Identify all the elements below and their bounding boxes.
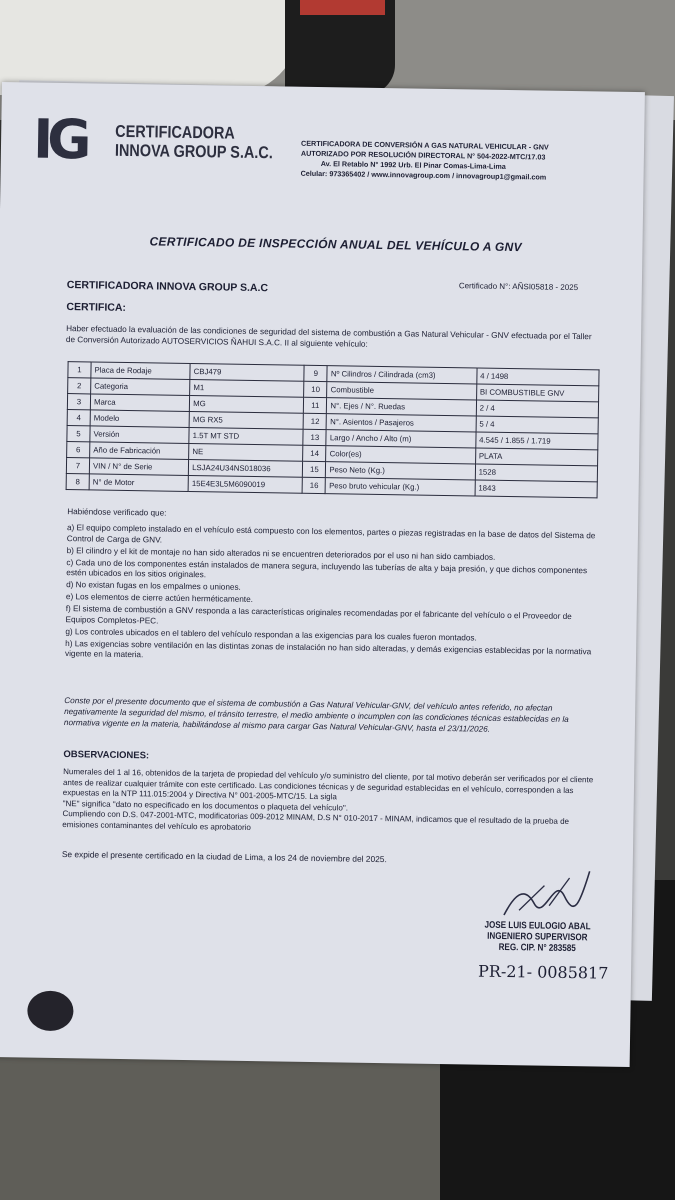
intro-paragraph: Haber efectuado la evaluación de las condiciones de seguridad del sistema de combustión a Gas Natural Vehicular - GNV efectuada por el Taller de Conversión Autorizado AUTOSERVICIOS ÑAHUI S.A.C. II al siguiente vehículo: [65, 324, 592, 349]
field-value: BI COMBUSTIBLE GNV [476, 384, 599, 402]
row-number: 12 [304, 413, 327, 429]
verified-label: Habiéndose verificado que: [67, 507, 167, 518]
field-label: Color(es) [326, 446, 475, 464]
field-value: 2 / 4 [476, 400, 599, 418]
field-value: 4.545 / 1.855 / 1.719 [475, 432, 598, 450]
serial-number: PR-21- 0085817 [477, 961, 609, 983]
field-value: LSJA24U34NS018036 [189, 459, 303, 477]
logo-line-2: INNOVA GROUP S.A.C. [114, 140, 273, 163]
field-value: 5 / 4 [476, 416, 599, 434]
field-value: MG RX5 [189, 411, 303, 429]
punch-hole [27, 991, 74, 1032]
signer-name: JOSE LUIS EULOGIO ABAL [484, 919, 591, 933]
field-value: CBJ479 [190, 363, 304, 381]
list-item: d) No existan fugas en los empalmes o uniones. [66, 580, 241, 592]
row-number: 11 [304, 397, 327, 413]
list-item: h) Las exigencias sobre ventilación en las distintas zonas de instalación no han sido alteradas, y demás exigencias establecidas por la normativa vigente en la materia. [64, 638, 592, 660]
field-label: Nº Cilindros / Cilindrada (cm3) [327, 366, 476, 384]
row-number: 13 [303, 429, 326, 445]
observaciones-heading: OBSERVACIONES: [63, 749, 150, 762]
list-item: f) El sistema de combustión a GNV responda a las características originales recomendadas por el fabricante del vehículo o el Proveedor de Equipos Completos-PEC. [65, 604, 572, 626]
list-item: b) El cilindro y el kit de montaje no han sido alterados ni se encuentren deteriorados por el uso ni han sido cambiados. [66, 545, 496, 562]
field-label: Categoria [91, 378, 190, 396]
field-value: 4 / 1498 [477, 368, 600, 386]
header-block [301, 139, 602, 184]
signer-block [473, 920, 601, 955]
company-name: CERTIFICADORA INNOVA GROUP S.A.C [66, 279, 269, 295]
row-number: 6 [67, 442, 90, 458]
field-label: VIN / N° de Serie [89, 458, 188, 476]
field-label: Versión [90, 426, 189, 444]
signature-image [494, 865, 595, 927]
document-title: CERTIFICADO DE INSPECCIÓN ANUAL DEL VEHÍCULO A GNV [149, 234, 522, 255]
field-label: N°. Asientos / Pasajeros [327, 414, 476, 432]
observacion-line: "NE" significa "dato no especificado en los documentos o plaqueta del vehículo". [62, 798, 349, 813]
header-line: Av. El Retablo N° 1992 Urb. El Pinar Comas-Lima-Lima [320, 159, 506, 171]
row-number: 16 [302, 477, 325, 493]
signer-role: INGENIERO SUPERVISOR [487, 930, 588, 944]
field-value: 1.5T MT STD [189, 427, 303, 445]
field-label: Placa de Rodaje [91, 362, 190, 380]
logo-text [115, 122, 273, 162]
field-label: Marca [90, 394, 189, 412]
field-value: M1 [190, 379, 304, 397]
field-label: N° de Motor [89, 474, 188, 492]
conste-paragraph: Conste por el presente documento que el sistema de combustión a Gas Natural Vehicular-GNV, del vehículo antes referido, no afectan negativamente la seguridad del mismo, el tránsito terrestre, el medio ambiente o incumplen con las condiciones técnicas establecidas en la normativa vigente en la materia, habilitándose al mismo para cargar Gas Natural Vehicular-GNV, hasta el 23/11/2026. [63, 696, 569, 734]
row-number: 9 [304, 365, 327, 381]
issue-statement: Se expide el presente certificado en la ciudad de Lima, a los 24 de noviembre del 2025. [61, 849, 387, 865]
list-item: g) Los controles ubicados en el tablero del vehículo respondan a las exigencias para los cuales fueron montados. [65, 626, 477, 643]
observaciones-text [62, 767, 598, 838]
certificate-document [0, 82, 645, 1067]
row-number: 4 [67, 410, 90, 426]
list-item: c) Cada uno de los componentes están instalados de manera segura, incluyendo las tuberías de alta y baja presión, y que dichos componentes estén ubicados en los sitios originales. [66, 557, 588, 580]
field-value: 1528 [475, 464, 598, 482]
logo-line-1: CERTIFICADORA [115, 121, 235, 143]
field-value: NE [189, 443, 303, 461]
observacion-line: Cumpliendo con D.S. 047-2001-MTC, modificatorias 009-2012 MINAM, D.S N° 010-2017 - MINAM, indicamos que el resultado de la prueba de emisiones contaminantes del vehículo es aprobatorio [62, 809, 570, 832]
certificate-number: Certificado N°: AÑSI05818 - 2025 [458, 281, 579, 293]
row-number: 8 [66, 474, 89, 490]
row-number: 15 [303, 461, 326, 477]
field-label: N°. Ejes / N°. Ruedas [327, 398, 476, 416]
field-label: Peso Neto (Kg.) [326, 462, 475, 480]
signer-reg: REG. CIP. N° 283585 [498, 941, 576, 955]
field-label: Largo / Ancho / Alto (m) [326, 430, 475, 448]
header-line: CERTIFICADORA DE CONVERSIÓN A GAS NATURAL VEHICULAR - GNV [301, 138, 549, 152]
row-number: 1 [68, 362, 91, 378]
vehicle-spec-table [66, 361, 600, 498]
row-number: 3 [67, 394, 90, 410]
logo-mark: IG [32, 107, 87, 172]
list-item: e) Los elementos de cierre actúen herméticamente. [65, 592, 254, 605]
background-car-light [300, 0, 385, 15]
certifica-label: CERTIFICA: [66, 301, 127, 314]
row-number: 2 [68, 378, 91, 394]
list-item: a) El equipo completo instalado en el vehículo está compuesto con los elementos, partes o piezas registradas en la base de datos del Sistema de Control de Carga de GNV. [66, 523, 596, 545]
row-number: 5 [67, 426, 90, 442]
verification-list [65, 523, 602, 669]
header-line: AUTORIZADO POR RESOLUCIÓN DIRECTORAL N° 504-2022-MTC/17.03 [300, 148, 546, 162]
field-value: MG [190, 395, 304, 413]
observacion-line: Numerales del 1 al 16, obtenidos de la tarjeta de propiedad del vehículo y/o suministro del cliente, por tal motivo deberán ser verificados por el cliente antes de realizar cualquier trámite con este certificado. Las condiciones técnicas y de seguridad establecidas en el vehículo, corresponden a las expuestas en la NTP 111.015:2004 y Directiva N° 001-2005-MTC/15. La sigla [62, 767, 594, 802]
row-number: 7 [66, 458, 89, 474]
field-value: PLATA [475, 448, 598, 466]
row-number: 14 [303, 445, 326, 461]
field-label: Año de Fabricación [90, 442, 189, 460]
field-label: Peso bruto vehicular (Kg.) [325, 478, 474, 496]
field-value: 1843 [475, 480, 598, 498]
field-label: Combustible [327, 382, 476, 400]
row-number: 10 [304, 381, 327, 397]
header-line: Celular: 973365402 / www.innovagroup.com / innovagroup1@gmail.com [300, 168, 547, 182]
field-label: Modelo [90, 410, 189, 428]
field-value: 15E4E3L5M6090019 [188, 475, 302, 493]
